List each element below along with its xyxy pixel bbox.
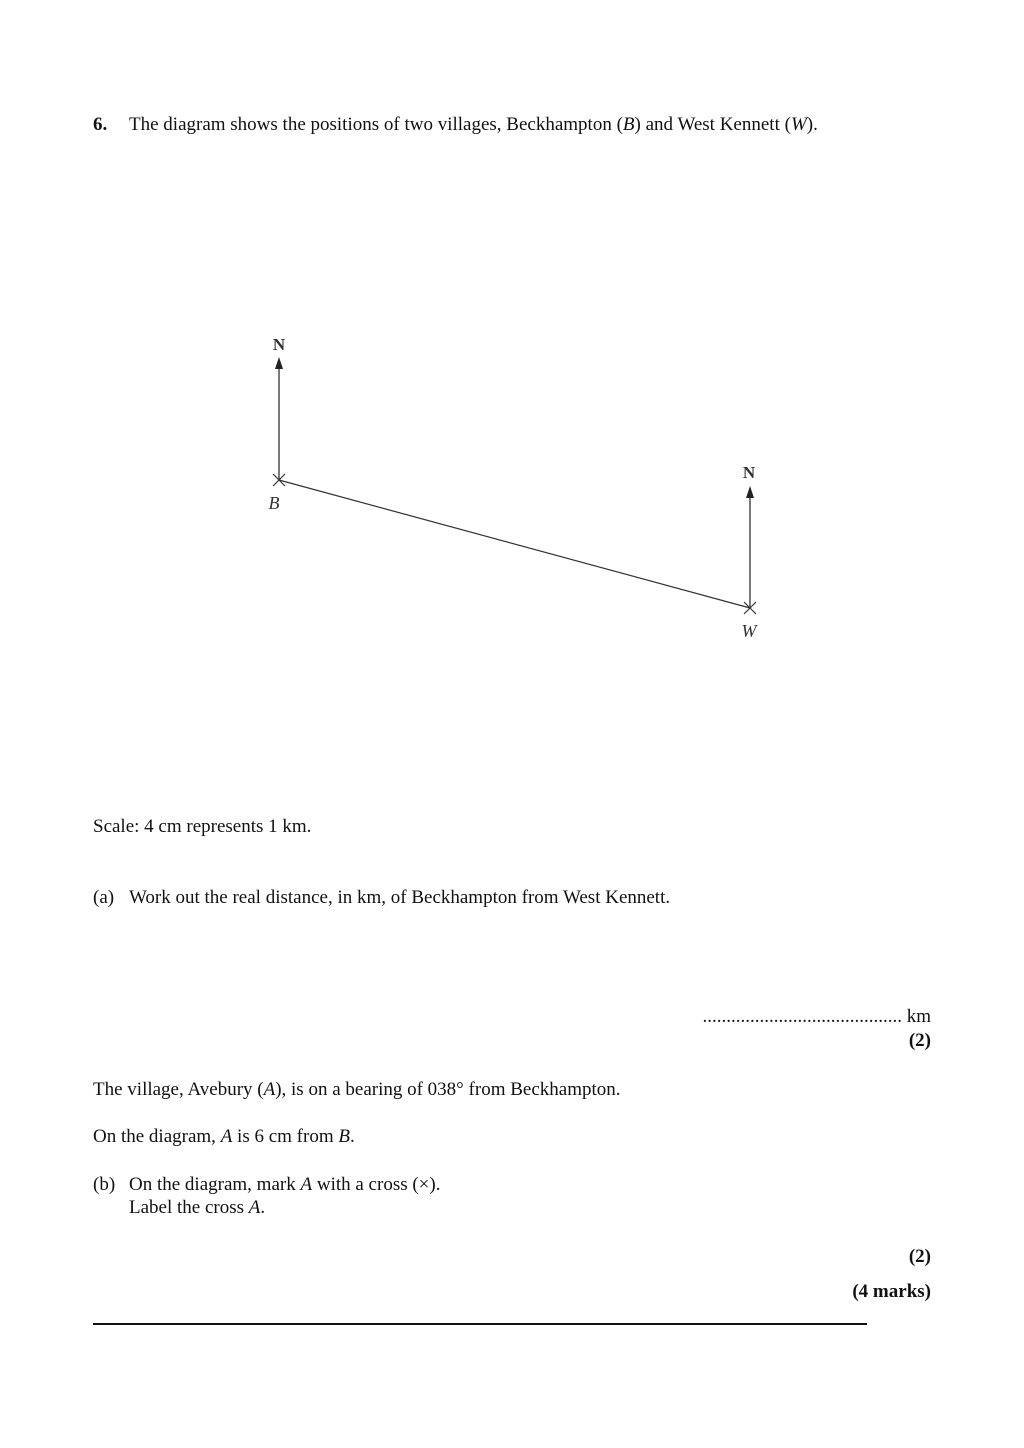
info-text-4: is 6 cm from [232,1126,339,1147]
part-b-label: (b) [93,1174,116,1195]
line-b-to-w [279,480,750,608]
north-label-b: N [272,335,286,354]
intro-var-b: B [622,114,635,135]
part-b-text-1: On the diagram, mark [129,1174,301,1195]
info-var-a: A [263,1079,276,1100]
intro-var-w: W [790,114,807,135]
part-b-var-a: A [300,1174,313,1195]
intro-text-1: The diagram shows the positions of two villages, Beckhampton ( [129,114,623,135]
info-var-b: B [338,1126,350,1147]
point-w-label: W [741,621,757,641]
part-a-label: (a) [93,887,115,908]
scale-text: Scale: 4 cm represents 1 km. [93,816,312,837]
part-a-marks: (2) [908,1030,931,1051]
answer-unit: km [906,1006,931,1027]
part-b-line-1 [129,1173,440,1197]
info-text-1: The village, Avebury ( [93,1079,264,1100]
info-var-a-2: A [220,1126,233,1147]
info-text-3: On the diagram, [93,1126,221,1147]
info-text-5: . [349,1126,355,1147]
part-b-text-2: with a cross (×). [312,1174,441,1195]
point-b-label: B [268,493,280,513]
info-line-1 [93,1078,621,1102]
bottom-rule [93,1323,867,1325]
total-marks: (4 marks) [852,1281,931,1302]
intro-text-2: ) and West Kennett ( [634,114,791,135]
intro-text-3: ). [806,114,818,135]
question-number: 6. [93,114,108,135]
info-line-2 [93,1125,355,1149]
bearing-diagram [0,0,1024,700]
part-a-text: Work out the real distance, in km, of Beckhampton from West Kennett. [129,887,671,908]
answer-dots: .......................................... [702,1006,902,1027]
part-b-marks: (2) [908,1246,931,1267]
part-b-line-2 [129,1196,265,1220]
part-b-text-3: Label the cross [129,1197,249,1218]
north-arrow-w-icon [746,486,754,498]
part-a-answer-line[interactable] [702,1005,931,1029]
part-b-text-4: . [260,1197,266,1218]
north-arrow-b-icon [275,357,283,369]
part-b-var-a-2: A [248,1197,261,1218]
info-text-2: ), is on a bearing of 038° from Beckhampton. [275,1079,621,1100]
north-label-w: N [742,463,756,482]
